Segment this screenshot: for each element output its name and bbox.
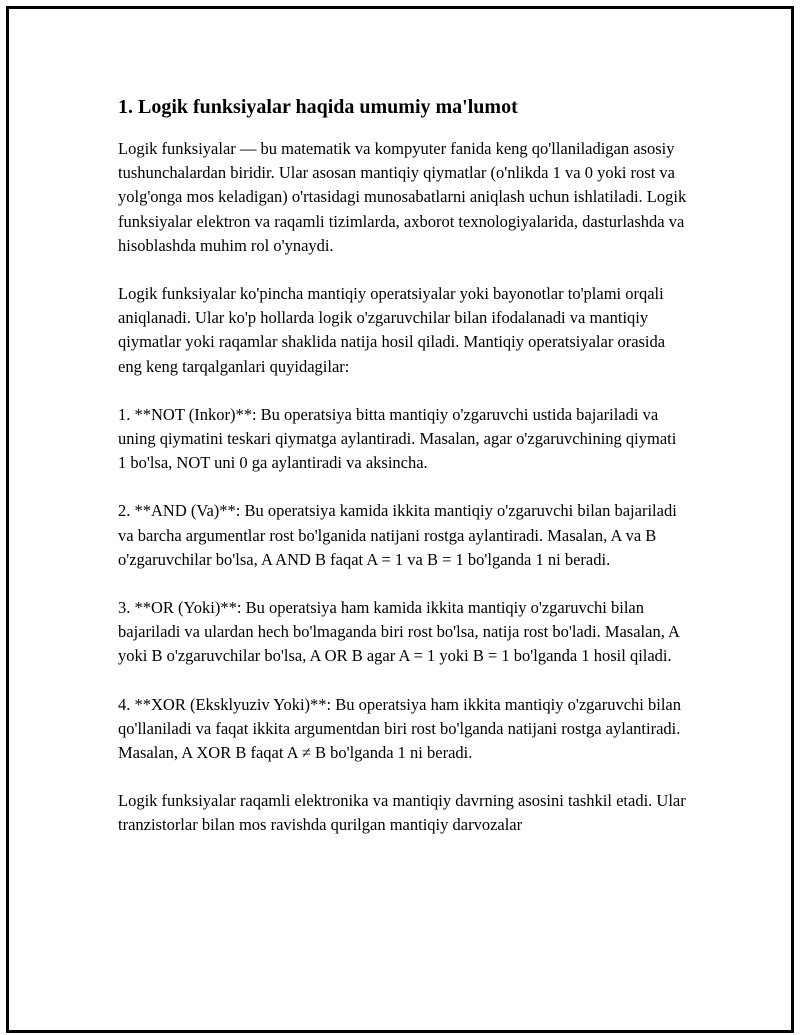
paragraph-xor: 4. **XOR (Eksklyuziv Yoki)**: Bu operatsiya ham ikkita mantiqiy o'zgaruvchi bilan qo'llaniladi va faqat ikkita argumentdan biri rost bo'lganda natijani rostga aylantiradi. Masalan, A XOR B faqat A ≠ B bo'lganda 1 ni beradi. [118,694,681,763]
paragraph-operations: Logik funksiyalar ko'pincha mantiqiy operatsiyalar yoki bayonotlar to'plami orqali aniqlanadi. Ular ko'p hollarda logik o'zgaruvchilar bilan ifodalanadi va mantiqiy qiymatlar yoki raqamlar shaklida natija hosil qiladi. Mantiqiy operatsiyalar orasida eng keng tarqalganlari quyidagilar: [118,284,666,376]
paragraph-or: 3. **OR (Yoki)**: Bu operatsiya ham kamida ikkita mantiqiy o'zgaruvchi bilan bajariladi va ulardan hech bo'lmaganda biri rost bo'lsa, natija rost bo'ladi. Masalan, A yoki B o'zgaruvchilar bo'lsa, A OR B agar A = 1 yoki B = 1 bo'lganda 1 hosil qiladi. [118,598,680,666]
paragraph-electronics: Logik funksiyalar raqamli elektronika va mantiqiy davrning asosini tashkil etadi. Ular tranzistorlar bilan mos ravishda qurilgan mantiqiy darvozalar [118,791,686,835]
paragraph-not: 1. **NOT (Inkor)**: Bu operatsiya bitta mantiqiy o'zgaruvchi ustida bajariladi va uning qiymatini teskari qiymatga aylantiradi. Masalan, agar o'zgaruvchining qiymati 1 bo'lsa, NOT uni 0 ga aylantiradi va aksincha. [118,404,677,473]
section-heading: 1. Logik funksiyalar haqida umumiy ma'lumot [118,96,518,118]
paragraph-intro: Logik funksiyalar — bu matematik va kompyuter fanida keng qo'llaniladigan asosiy tushunchalardan biridir. Ular asosan mantiqiy qiymatlar (o'nlikda 1 va 0 yoki rost va yolg'onga mos keladigan) o'rtasidagi munosabatlarni aniqlash uchun ishlatiladi. Logik funksiyalar elektron va raqamli tizimlarda, axborot texnologiyalarida, dasturlashda va hisoblashda muhim rol o'ynaydi. [118,139,687,255]
document-body [118,93,688,862]
paragraph-and: 2. **AND (Va)**: Bu operatsiya kamida ikkita mantiqiy o'zgaruvchi bilan bajariladi va barcha argumentlar rost bo'lganida natijani rostga aylantiradi. Masalan, A va B o'zgaruvchilar bo'lsa, A AND B faqat A = 1 va B = 1 bo'lganda 1 ni beradi. [118,501,677,569]
